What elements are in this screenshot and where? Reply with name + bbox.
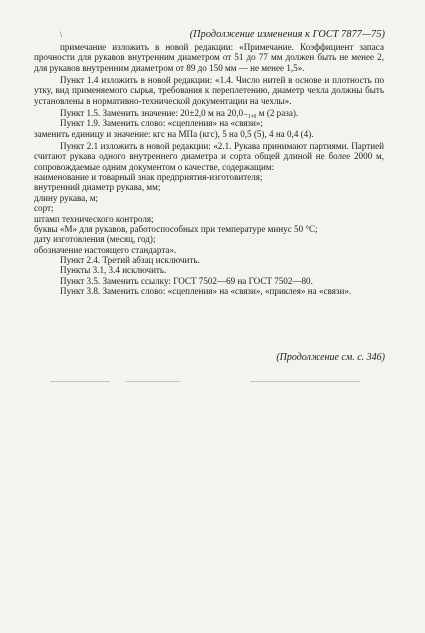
paragraph-item-1-4: Пункт 1.4 изложить в новой редакции: «1.4. Число нитей в основе и плотность по утку, вид применяемого сырья, требования к переплетению, диаметр чехла должны быть установлены в нормативно-технической документации на чехлы».	[34, 75, 384, 106]
paragraph-item-2-1: Пункт 2.1 изложить в новой редакции: «2.1. Рукава принимают партиями. Партией считают рукава одного внутреннего диаметра и сорта общей длиной не более 2000 м, сопровождаемые одним документом о качестве, содержащим:	[34, 141, 384, 172]
list-item: внутренний диаметр рукава, мм;	[34, 182, 161, 193]
paragraph-item-3-8: Пункт 3.8. Заменить слово: «сцепления» на «связи», «приклея» на «связи».	[60, 285, 352, 296]
paragraph-note: примечание изложить в новой редакции: «Примечание. Коэффициент запаса прочности для рукавов внутренним диаметром от 51 до 77 мм должен быть не менее 2, для рукавов внутренним диаметром от 89 до 150 мм — не менее 1,5».	[34, 42, 384, 73]
paragraph-item-1-9: Пункт 1.9. Заменить слово: «сцепления» на «связи»;	[60, 118, 263, 129]
scan-artifact-line	[125, 381, 180, 382]
continuation-note: (Продолжение см. с. 346)	[276, 352, 385, 363]
paragraph-items-3-1-3-4: Пункты 3.1, 3.4 исключить.	[60, 265, 167, 276]
list-item: дату изготовления (месяц, год);	[34, 234, 156, 245]
list-item: длину рукава, м;	[34, 192, 99, 203]
scan-artifact-line	[250, 381, 360, 382]
list-item: сорт;	[34, 203, 54, 214]
document-body	[34, 42, 384, 296]
paragraph-item-2-4: Пункт 2.4. Третий абзац исключить.	[60, 254, 200, 265]
paragraph-unit-replace: заменить единицу и значение: кгс на МПа (кгс), 5 на 0,5 (5), 4 на 0,4 (4).	[34, 128, 314, 139]
paragraph-item-1-5: Пункт 1.5. Заменить значение: 20±2,0 м на 20,0₋₁,₀ м (2 раза).	[60, 108, 299, 119]
page-header: (Продолжение изменения к ГОСТ 7877—75)	[189, 29, 385, 40]
list-item: наименование и товарный знак предприятия-изготовителя;	[34, 172, 263, 183]
scan-artifact-line	[50, 381, 110, 382]
list-item: штамп технического контроля;	[34, 213, 154, 224]
scan-mark: \	[60, 30, 63, 39]
list-item: буквы «М» для рукавов, работоспособных при температуре минус 50 °С;	[34, 223, 318, 234]
paragraph-item-3-5: Пункт 3.5. Заменить ссылку: ГОСТ 7502—69 на ГОСТ 7502—80.	[60, 275, 313, 286]
list-item: обозначение настоящего стандарта».	[34, 244, 177, 255]
